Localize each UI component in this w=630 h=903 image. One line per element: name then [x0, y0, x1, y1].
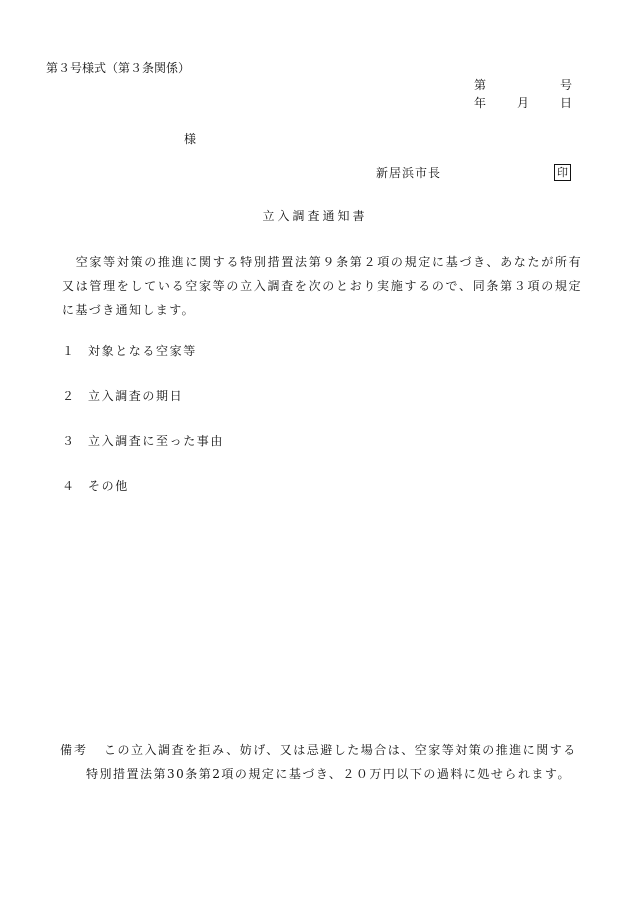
- seal-mark: 印: [554, 164, 571, 181]
- document-title: 立入調査通知書: [262, 209, 368, 223]
- issuer-name: 新居浜市長: [376, 166, 442, 180]
- date-month: 月: [516, 96, 529, 110]
- date-year: 年: [474, 96, 487, 110]
- remarks-line-2: 特別措置法第30条第2項の規定に基づき、２０万円以下の過料に処せられます。: [86, 767, 571, 781]
- list-item: [62, 345, 197, 357]
- item-label: その他: [88, 479, 129, 493]
- remarks-label: 備考: [60, 743, 89, 757]
- list-item: [62, 435, 224, 447]
- date-row: [474, 97, 572, 109]
- body-text: 空家等対策の推進に関する特別措置法第９条第２項の規定に基づき、あなたが所有又は管理をしている空家等の立入調査を次のとおり実施するので、同条第３項の規定に基づき通知します。: [62, 255, 583, 317]
- list-item: [62, 480, 129, 492]
- body-paragraph: [62, 250, 582, 322]
- item-label: 対象となる空家等: [88, 344, 197, 358]
- remarks-line-1: この立入調査を拒み、妨げ、又は忌避した場合は、空家等対策の推進に関する: [104, 743, 577, 757]
- doc-number-suffix: 号: [559, 78, 572, 92]
- document-number-row: [474, 79, 572, 91]
- item-number: ３: [62, 434, 76, 448]
- item-number: ２: [62, 389, 76, 403]
- addressee-honorific: 様: [184, 132, 197, 146]
- doc-number-prefix: 第: [474, 78, 487, 92]
- item-label: 立入調査の期日: [88, 389, 184, 403]
- form-number: 第３号様式（第３条関係）: [46, 61, 191, 75]
- item-number: ４: [62, 479, 76, 493]
- item-label: 立入調査に至った事由: [88, 434, 225, 448]
- list-item: [62, 390, 183, 402]
- date-day: 日: [559, 96, 572, 110]
- item-number: １: [62, 344, 76, 358]
